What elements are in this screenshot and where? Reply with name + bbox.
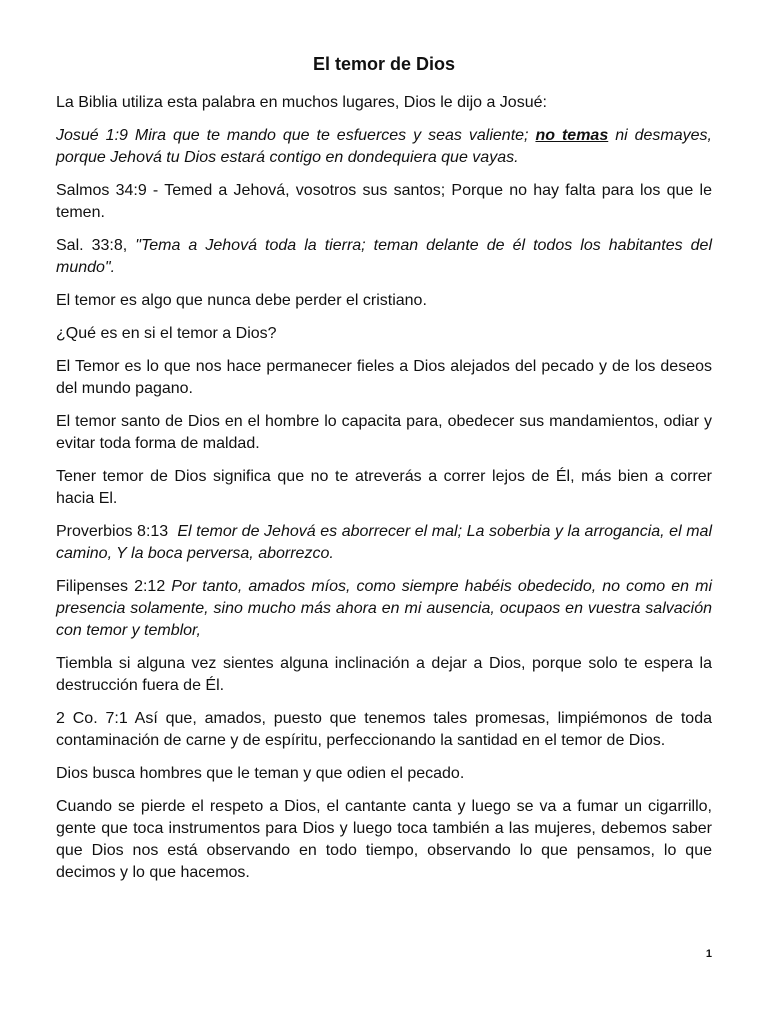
paragraph-filipenses (56, 576, 712, 642)
salmos-33-quote: "Tema a Jehová toda la tierra; teman delante de él todos los habitantes del mundo". (56, 237, 713, 276)
josue-quote-emphasis: no temas (535, 127, 609, 144)
proverbios-quote: El temor de Jehová es aborrecer el mal; La soberbia y la arrogancia, el mal camino, Y la boca perversa, aborrezco. (56, 523, 713, 562)
josue-quote-end: ni desmayes, porque Jehová tu Dios estará contigo en dondequiera que vayas. (56, 127, 712, 166)
paragraph-tener-temor: Tener temor de Dios significa que no te atreverás a correr lejos de Él, más bien a correr hacia El. (56, 468, 712, 507)
paragraph-intro: La Biblia utiliza esta palabra en muchos lugares, Dios le dijo a Josué: (56, 94, 547, 111)
paragraph-temor-santo: El temor santo de Dios en el hombre lo capacita para, obedecer sus mandamientos, odiar y evitar toda forma de maldad. (56, 413, 712, 452)
paragraph-proverbios (56, 521, 712, 565)
paragraph-dios-busca: Dios busca hombres que le teman y que odien el pecado. (56, 765, 465, 782)
filipenses-reference: Filipenses 2:12 (56, 578, 172, 595)
paragraph-temor-fieles: El Temor es lo que nos hace permanecer fieles a Dios alejados del pecado y de los deseos del mundo pagano. (56, 358, 712, 397)
paragraph-question: ¿Qué es en si el temor a Dios? (56, 325, 277, 342)
filipenses-quote: Por tanto, amados míos, como siempre habéis obedecido, no como en mi presencia solamente, sino mucho más ahora en mi ausencia, ocupaos en vuestra salvación con temor y temblor, (56, 578, 713, 639)
page-title: El temor de Dios (312, 54, 456, 74)
paragraph-salmos-33 (56, 235, 712, 279)
page-number: 1 (705, 948, 712, 960)
paragraph-corintios: 2 Co. 7:1 Así que, amados, puesto que tenemos tales promesas, limpiémonos de toda contaminación de carne y de espíritu, perfeccionando la santidad en el temor de Dios. (56, 710, 712, 749)
paragraph-josue-quote (56, 125, 712, 169)
proverbios-reference: Proverbios 8:13 (56, 523, 178, 540)
josue-quote-start: Josué 1:9 Mira que te mando que te esfuerces y seas valiente; (56, 127, 536, 144)
paragraph-tiembla: Tiembla si alguna vez sientes alguna inclinación a dejar a Dios, porque solo te espera la destrucción fuera de Él. (56, 655, 712, 694)
salmos-33-reference: Sal. 33:8, (56, 237, 136, 254)
paragraph-salmos-34: Salmos 34:9 - Temed a Jehová, vosotros sus santos; Porque no hay falta para los que le temen. (56, 182, 712, 221)
paragraph-temor-cristiano: El temor es algo que nunca debe perder el cristiano. (56, 292, 427, 309)
paragraph-respeto: Cuando se pierde el respeto a Dios, el cantante canta y luego se va a fumar un cigarrillo, gente que toca instrumentos para Dios y luego toca también a las mujeres, debemos saber que Dios nos está observando en todo tiempo, observando lo que pensamos, lo que decimos y lo que hacemos. (56, 798, 712, 881)
